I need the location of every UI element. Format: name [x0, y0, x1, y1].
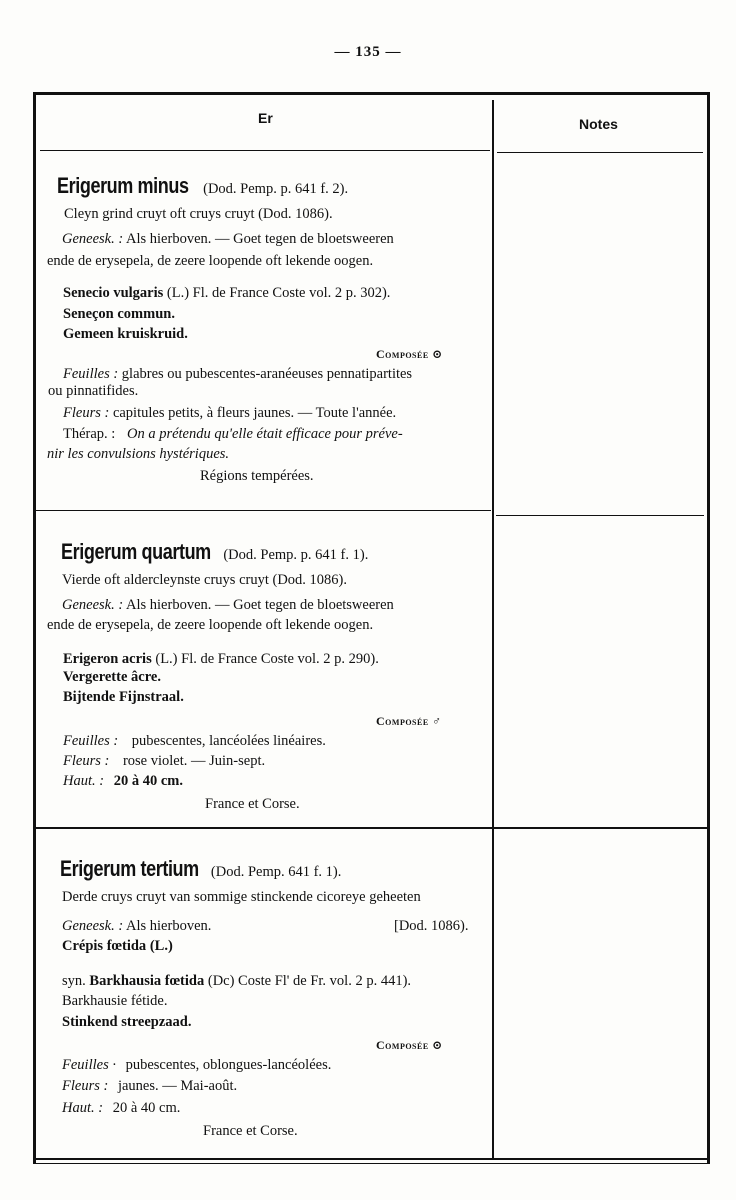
species-name: Senecio vulgaris	[63, 285, 164, 301]
row-divider-1-notes	[496, 515, 704, 516]
entry-line: Derde cruys cruyt van sommige stinckende cicoreye geheeten	[62, 889, 421, 905]
species-name: Crépis fœtida	[62, 938, 147, 954]
entry-line: Cleyn grind cruyt oft cruys cruyt (Dod. 1086).	[64, 206, 333, 222]
table-top-rule	[33, 92, 710, 95]
syn-prefix: syn.	[62, 973, 86, 989]
header-rule	[40, 150, 490, 151]
column-divider	[492, 100, 494, 1158]
geneesk-text: Als hierboven.	[126, 918, 212, 934]
region: France et Corse.	[205, 796, 300, 812]
common-name-fr: Seneçon commun.	[63, 306, 175, 322]
entry-title-ref: (Dod. Pemp. p. 641 f. 1).	[223, 547, 369, 563]
syn-name: Barkhausia fœtida	[89, 973, 205, 989]
common-name-nl: Stinkend streepzaad.	[62, 1014, 192, 1030]
header-rule-notes	[497, 152, 703, 153]
geneesk-text: Als hierboven. — Goet tegen de bloetsweeren	[126, 231, 394, 247]
haut-label: Haut. :	[62, 1100, 104, 1116]
entry-line: Vierde oft aldercleynste cruys cruyt (Dod. 1086).	[62, 572, 348, 588]
species-ref: (L.)	[149, 938, 173, 954]
column-header-notes: Notes	[579, 116, 618, 132]
geneesk-ref: [Dod. 1086).	[394, 918, 469, 934]
haut-label: Haut. :	[63, 773, 105, 789]
therap-label: Thérap. :	[63, 426, 116, 442]
family-label: Composée ⊙	[376, 347, 443, 361]
fleurs-text: rose violet. — Juin-sept.	[122, 753, 266, 769]
table-left-rule	[33, 92, 36, 1164]
row-divider-1	[36, 510, 491, 511]
fleurs-text: jaunes. — Mai-août.	[117, 1078, 238, 1094]
feuilles-label: Feuilles ·	[62, 1057, 116, 1073]
species-ref: (L.) Fl. de France Coste vol. 2 p. 290).	[155, 651, 379, 667]
family-label: Composée ⊙	[376, 1038, 443, 1052]
haut-text: 20 à 40 cm.	[113, 773, 183, 789]
table-right-rule	[707, 92, 710, 1164]
syn-ref: (Dc) Coste Fl' de Fr. vol. 2 p. 441).	[207, 973, 412, 989]
region: Régions tempérées.	[200, 468, 314, 484]
therap-text-2: nir les convulsions hystériques.	[47, 446, 230, 462]
feuilles-label: Feuilles :	[63, 733, 119, 749]
common-name-fr: Vergerette âcre.	[63, 669, 161, 685]
common-name-nl: Gemeen kruiskruid.	[63, 326, 188, 342]
therap-text: On a prétendu qu'elle était efficace pour préve-	[126, 426, 403, 442]
geneesk-text-2: ende de erysepela, de zeere loopende oft lekende oogen.	[47, 617, 374, 633]
table-bottom-rule	[33, 1158, 710, 1160]
species-name: Erigeron acris	[63, 651, 152, 667]
entry-title: Erigerum quartum	[61, 539, 211, 564]
fleurs-label: Fleurs :	[63, 753, 110, 769]
table-bottom-rule-2	[33, 1163, 710, 1164]
common-name-nl: Bijtende Fijnstraal.	[63, 689, 184, 705]
geneesk-text: Als hierboven. — Goet tegen de bloetsweeren	[126, 597, 394, 613]
feuilles-text-2: ou pinnatifides.	[48, 383, 139, 399]
feuilles-text: pubescentes, lancéolées linéaires.	[131, 733, 326, 749]
region: France et Corse.	[203, 1123, 298, 1139]
geneesk-label: Geneesk. :	[62, 231, 124, 247]
geneesk-label: Geneesk. :	[62, 918, 124, 934]
entry-title: Erigerum minus	[57, 173, 189, 198]
haut-text: 20 à 40 cm.	[112, 1100, 181, 1116]
family-label: Composée ♂	[376, 714, 442, 728]
entry-title: Erigerum tertium	[60, 856, 199, 881]
geneesk-label: Geneesk. :	[62, 597, 124, 613]
geneesk-text-2: ende de erysepela, de zeere loopende oft lekende oogen.	[47, 253, 374, 269]
column-header-er: Er	[258, 110, 273, 126]
species-ref: (L.) Fl. de France Coste vol. 2 p. 302).	[166, 285, 391, 301]
row-divider-2	[36, 827, 707, 829]
common-name-fr: Barkhausie fétide.	[62, 993, 168, 1009]
feuilles-text: glabres ou pubescentes-aranéeuses pennatipartites	[121, 366, 413, 382]
fleurs-label: Fleurs :	[62, 1078, 109, 1094]
entry-title-ref: (Dod. Pemp. p. 641 f. 2).	[203, 181, 349, 197]
entry-title-ref: (Dod. Pemp. 641 f. 1).	[210, 864, 342, 880]
feuilles-text: pubescentes, oblongues-lancéolées.	[125, 1057, 332, 1073]
page-number: — 135 —	[334, 44, 402, 60]
feuilles-label: Feuilles :	[63, 366, 119, 382]
fleurs-text: capitules petits, à fleurs jaunes. — Toute l'année.	[112, 405, 397, 421]
fleurs-label: Fleurs :	[63, 405, 110, 421]
